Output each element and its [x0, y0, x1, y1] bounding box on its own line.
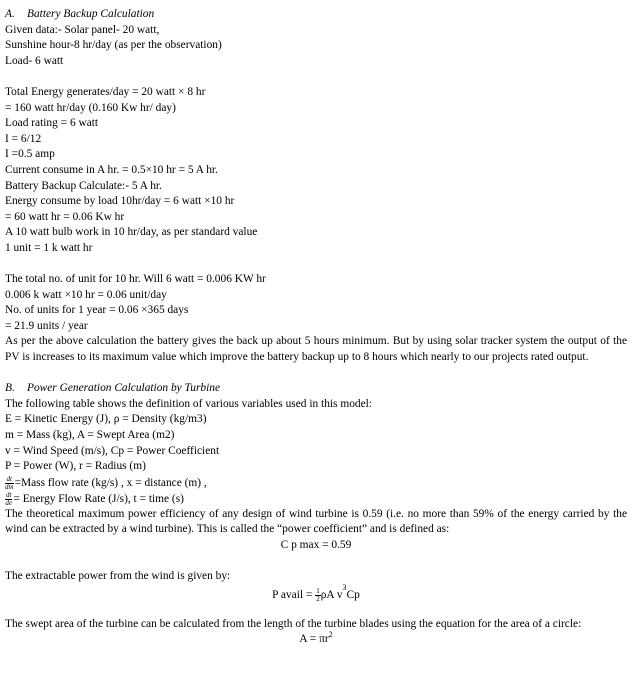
- energy-flow-text: = Energy Flow Rate (J/s), t = time (s): [13, 492, 184, 505]
- energy-flow-fraction: $\frac{dt}{de}$: [5, 490, 13, 507]
- mass-flow-text: =Mass flow rate (kg/s) , x = distance (m) ,: [14, 476, 207, 489]
- area-equation: $A = \pi r^2$: [299, 630, 333, 646]
- calc-line: Total Energy generates/day = 20 watt × 8 hr: [5, 85, 206, 98]
- given-line: Sunshine hour-8 hr/day (as per the observation): [5, 39, 222, 52]
- calc-line: I =0.5 amp: [5, 148, 55, 161]
- section-b-number: B.: [5, 382, 15, 395]
- section-a-heading: [5, 7, 627, 23]
- given-line: Given data:- Solar panel- 20 watt,: [5, 23, 160, 36]
- half-fraction: $\frac{1}{2}$: [316, 586, 320, 603]
- calc-line: Energy consume by load 10hr/day = 6 watt ×10 hr: [5, 195, 235, 208]
- conclusion-paragraph: As per the above calculation the battery gives the back up about 5 hours minimum. But by using solar tracker system the output of the PV is increases to its maximum value which improve the battery backup up to 8 hours which nearly to our projects rated output.: [5, 335, 627, 364]
- p-avail-equation: P avail = $\frac{1}{2}\rho A$ $v^3Cp$: [272, 582, 360, 603]
- unit-line: The total no. of unit for 10 hr. Will 6 watt = 0.006 KW hr: [5, 273, 266, 286]
- calc-line: Current consume in A hr. = 0.5×10 hr = 5 A hr.: [5, 163, 218, 176]
- intro-line: The following table shows the definition of various variables used in this model:: [5, 397, 372, 410]
- unit-line: 0.006 k watt ×10 hr = 0.06 unit/day: [5, 288, 167, 301]
- mass-flow-line: [5, 475, 627, 491]
- swept-area-text: The swept area of the turbine can be calculated from the length of the turbine blades using the equation for the area of a circle:: [5, 617, 582, 630]
- calc-line: Battery Backup Calculate:- 5 A hr.: [5, 179, 162, 192]
- calc-line: = 60 watt hr = 0.06 Kw hr: [5, 210, 125, 223]
- section-a-number: A.: [5, 8, 15, 20]
- mass-flow-fraction: $\frac{dt}{dm}$: [5, 474, 14, 491]
- calc-line: = 160 watt hr/day (0.160 Kw hr/ day): [5, 101, 176, 114]
- extractable-text: The extractable power from the wind is given by:: [5, 570, 231, 583]
- document-page: [5, 7, 627, 648]
- section-b-heading: [5, 381, 627, 397]
- variable-line: m = Mass (kg), A = Swept Area (m2): [5, 429, 175, 442]
- given-line: Load- 6 watt: [5, 54, 64, 67]
- variable-line: P = Power (W), r = Radius (m): [5, 460, 146, 473]
- calc-line: I = 6/12: [5, 132, 42, 145]
- calc-line: Load rating = 6 watt: [5, 117, 99, 130]
- section-a-title: Battery Backup Calculation: [27, 8, 155, 20]
- energy-flow-line: [5, 491, 627, 507]
- variable-line: v = Wind Speed (m/s), Cp = Power Coefficient: [5, 444, 220, 457]
- variable-line: E = Kinetic Energy (J), ρ = Density (kg/m3): [5, 413, 207, 426]
- unit-line: No. of units for 1 year = 0.06 ×365 days: [5, 304, 189, 317]
- unit-line: = 21.9 units / year: [5, 319, 88, 332]
- efficiency-paragraph: The theoretical maximum power efficiency of any design of wind turbine is 0.59 (i.e. no more than 59% of the energy carried by the wind can be extracted by a wind turbine). This is called the “power coefficient” and is defined as:: [5, 507, 627, 536]
- calc-line: A 10 watt bulb work in 10 hr/day, as per standard value: [5, 226, 258, 239]
- calc-line: 1 unit = 1 k watt hr: [5, 241, 93, 254]
- section-b-title: Power Generation Calculation by Turbine: [27, 382, 220, 395]
- cp-max-equation: C p max = 0.59: [280, 539, 352, 551]
